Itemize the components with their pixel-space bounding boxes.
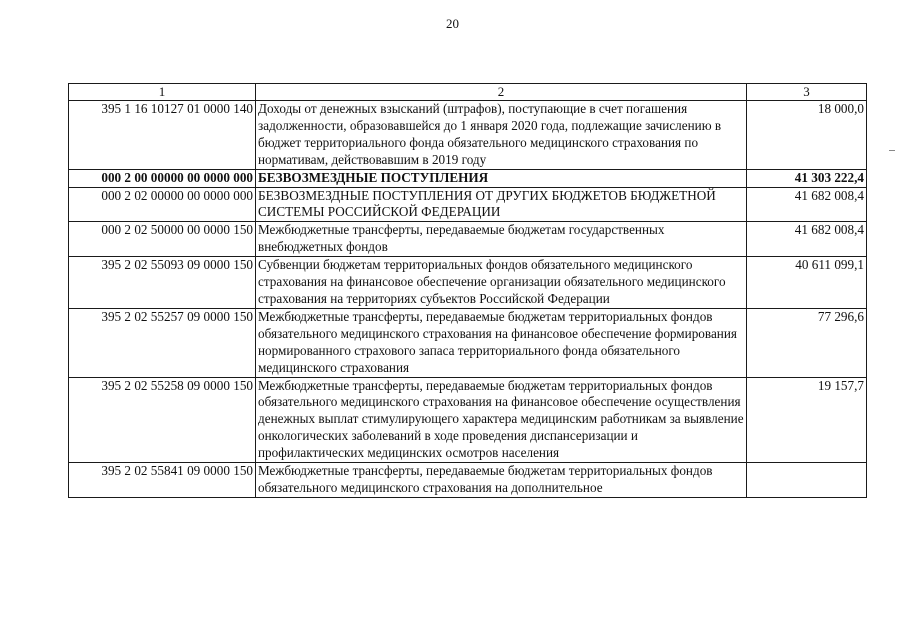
revenue-name-cell: Межбюджетные трансферты, передаваемые бюджетам территориальных фондов обязательного медицинского страхования на дополнительное — [256, 463, 747, 498]
table-row — [69, 169, 867, 187]
budget-revenue-table — [68, 83, 867, 498]
revenue-name-cell: БЕЗВОЗМЕЗДНЫЕ ПОСТУПЛЕНИЯ ОТ ДРУГИХ БЮДЖЕТОВ БЮДЖЕТНОЙ СИСТЕМЫ РОССИЙСКОЙ ФЕДЕРАЦИИ — [256, 187, 747, 222]
amount-cell: 41 682 008,4 — [747, 187, 867, 222]
revenue-name-cell: Межбюджетные трансферты, передаваемые бюджетам государственных внебюджетных фондов — [256, 222, 747, 257]
amount-cell: 19 157,7 — [747, 377, 867, 463]
page-number: 20 — [446, 16, 459, 31]
column-header-name: 2 — [256, 84, 747, 101]
budget-code-cell: 000 2 00 00000 00 0000 000 — [69, 169, 256, 187]
revenue-name-cell: Доходы от денежных взысканий (штрафов), поступающие в счет погашения задолженности, образовавшейся до 1 января 2020 года, подлежащие зачислению в бюджет территориального фонда обязательного медицинского страхования по нормативам, действовавшим в 2019 году — [256, 101, 747, 170]
amount-cell: 18 000,0 — [747, 101, 867, 170]
amount-cell: 40 611 099,1 — [747, 257, 867, 309]
table-row — [69, 222, 867, 257]
table-row — [69, 463, 867, 498]
revenue-name-cell: Субвенции бюджетам территориальных фондов обязательного медицинского страхования на финансовое обеспечение организации обязательного медицинского страхования на территориях субъектов Российской Федерации — [256, 257, 747, 309]
table-header-row — [69, 84, 867, 101]
table-row — [69, 257, 867, 309]
budget-code-cell: 395 2 02 55841 09 0000 150 — [69, 463, 256, 498]
revenue-name-cell: БЕЗВОЗМЕЗДНЫЕ ПОСТУПЛЕНИЯ — [256, 169, 747, 187]
budget-code-cell: 395 2 02 55258 09 0000 150 — [69, 377, 256, 463]
table-row — [69, 101, 867, 170]
budget-code-cell: 395 1 16 10127 01 0000 140 — [69, 101, 256, 170]
amount-cell: 41 303 222,4 — [747, 169, 867, 187]
budget-code-cell: 000 2 02 50000 00 0000 150 — [69, 222, 256, 257]
revenue-name-cell: Межбюджетные трансферты, передаваемые бюджетам территориальных фондов обязательного медицинского страхования на финансовое обеспечение осуществления денежных выплат стимулирующего характера медицинским работникам за выявление онкологических заболеваний в ходе проведения диспансеризации и профилактических медицинских осмотров населения — [256, 377, 747, 463]
amount-cell: 41 682 008,4 — [747, 222, 867, 257]
margin-tick-mark — [889, 150, 895, 151]
budget-code-cell: 395 2 02 55093 09 0000 150 — [69, 257, 256, 309]
table-row — [69, 377, 867, 463]
column-header-code: 1 — [69, 84, 256, 101]
budget-code-cell: 000 2 02 00000 00 0000 000 — [69, 187, 256, 222]
column-header-amount: 3 — [747, 84, 867, 101]
table-row — [69, 308, 867, 377]
amount-cell: 77 296,6 — [747, 308, 867, 377]
revenue-name-cell: Межбюджетные трансферты, передаваемые бюджетам территориальных фондов обязательного медицинского страхования на финансовое обеспечение формирования нормированного страхового запаса территориального фонда обязательного медицинского страхования — [256, 308, 747, 377]
amount-cell — [747, 463, 867, 498]
table-row — [69, 187, 867, 222]
budget-code-cell: 395 2 02 55257 09 0000 150 — [69, 308, 256, 377]
